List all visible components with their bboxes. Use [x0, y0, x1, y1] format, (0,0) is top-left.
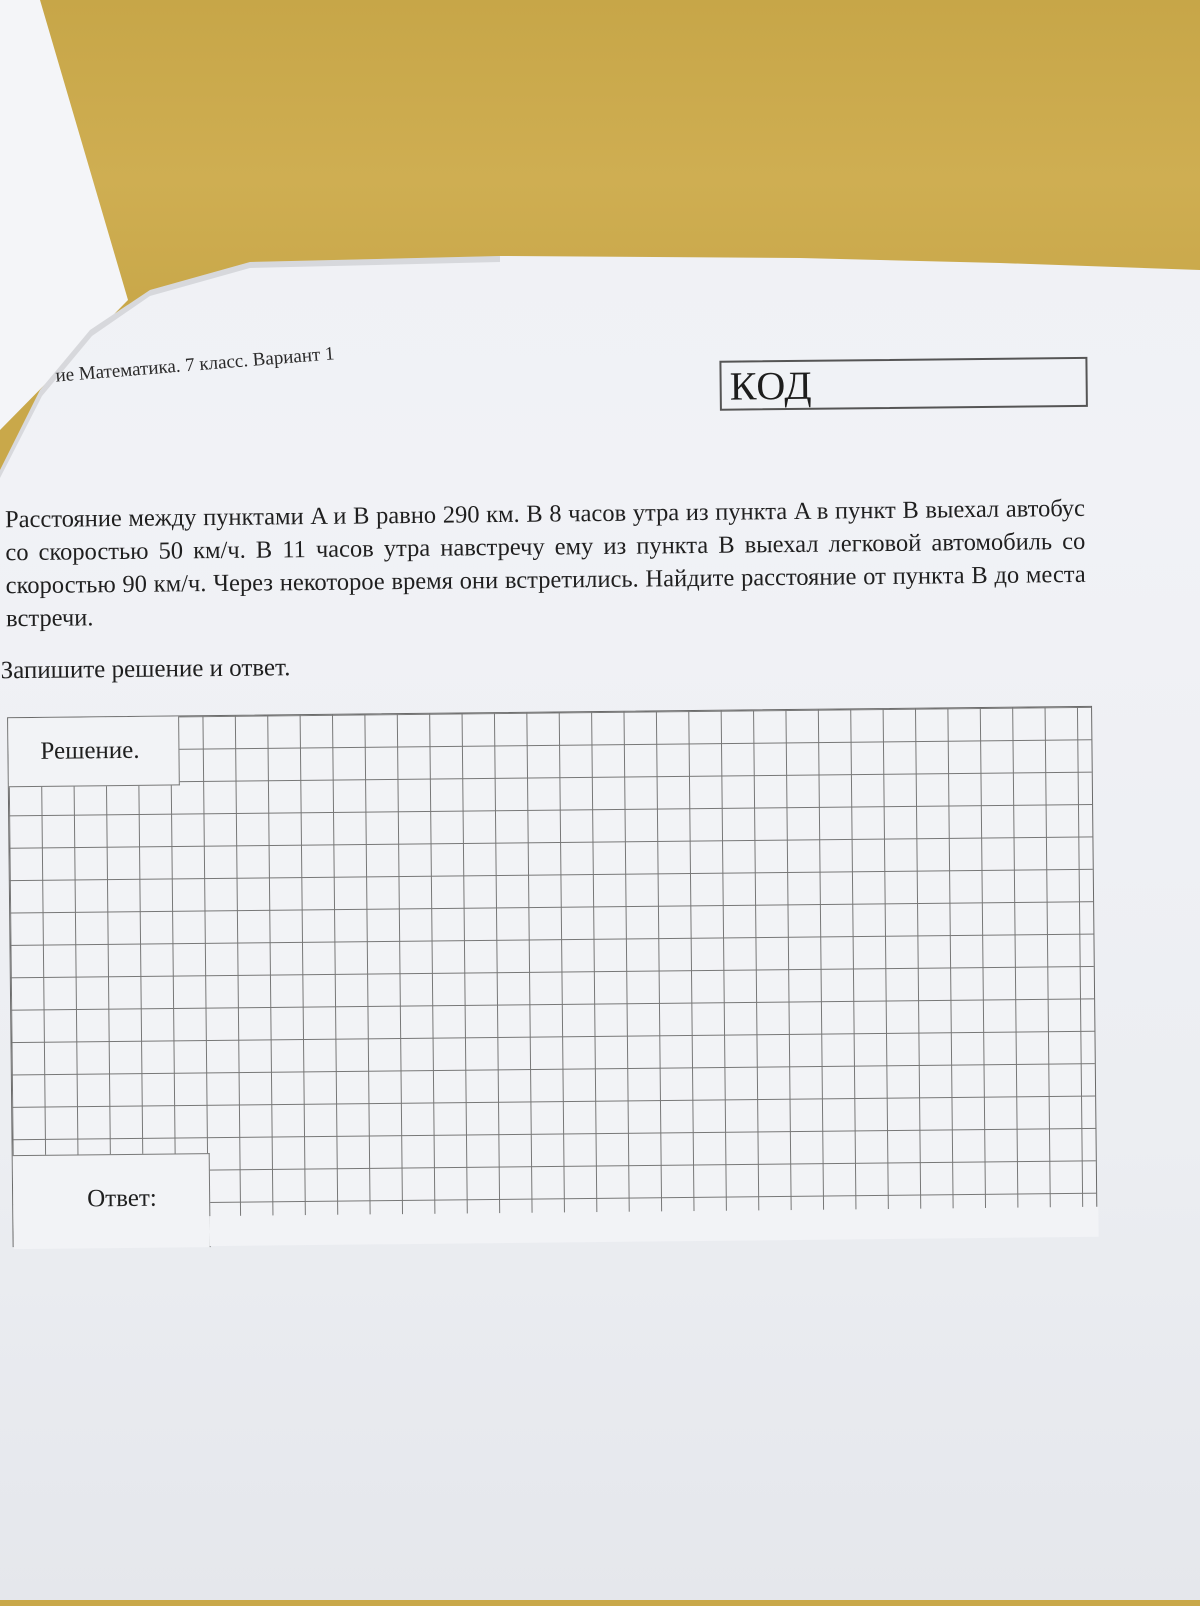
answer-label: Ответ:	[87, 1184, 157, 1213]
code-field[interactable]	[719, 357, 1088, 411]
task-instruction: Запишите решение и ответ.	[0, 654, 291, 685]
code-label: КОД	[729, 362, 813, 409]
answer-label-cell	[13, 1153, 211, 1249]
answer-field-bottom	[209, 1207, 1098, 1246]
task-text: Расстояние между пунктами A и B равно 290 км. В 8 часов утра из пункта A в пункт B выехал автобус со скоростью 50 км/ч. В 11 часов утра навстречу ему из пункта B выехал легковой автомобиль со скоростью 90 км/ч. Через некоторое время они встретились. Найдите расстояние от пункта B до места встречи.	[4, 494, 1086, 633]
worksheet-header: ие Математика. 7 класс. Вариант 1	[54, 343, 336, 387]
solution-label-cell	[8, 716, 180, 787]
solution-label: Решение.	[40, 736, 140, 765]
answer-grid[interactable]	[7, 706, 1097, 1247]
